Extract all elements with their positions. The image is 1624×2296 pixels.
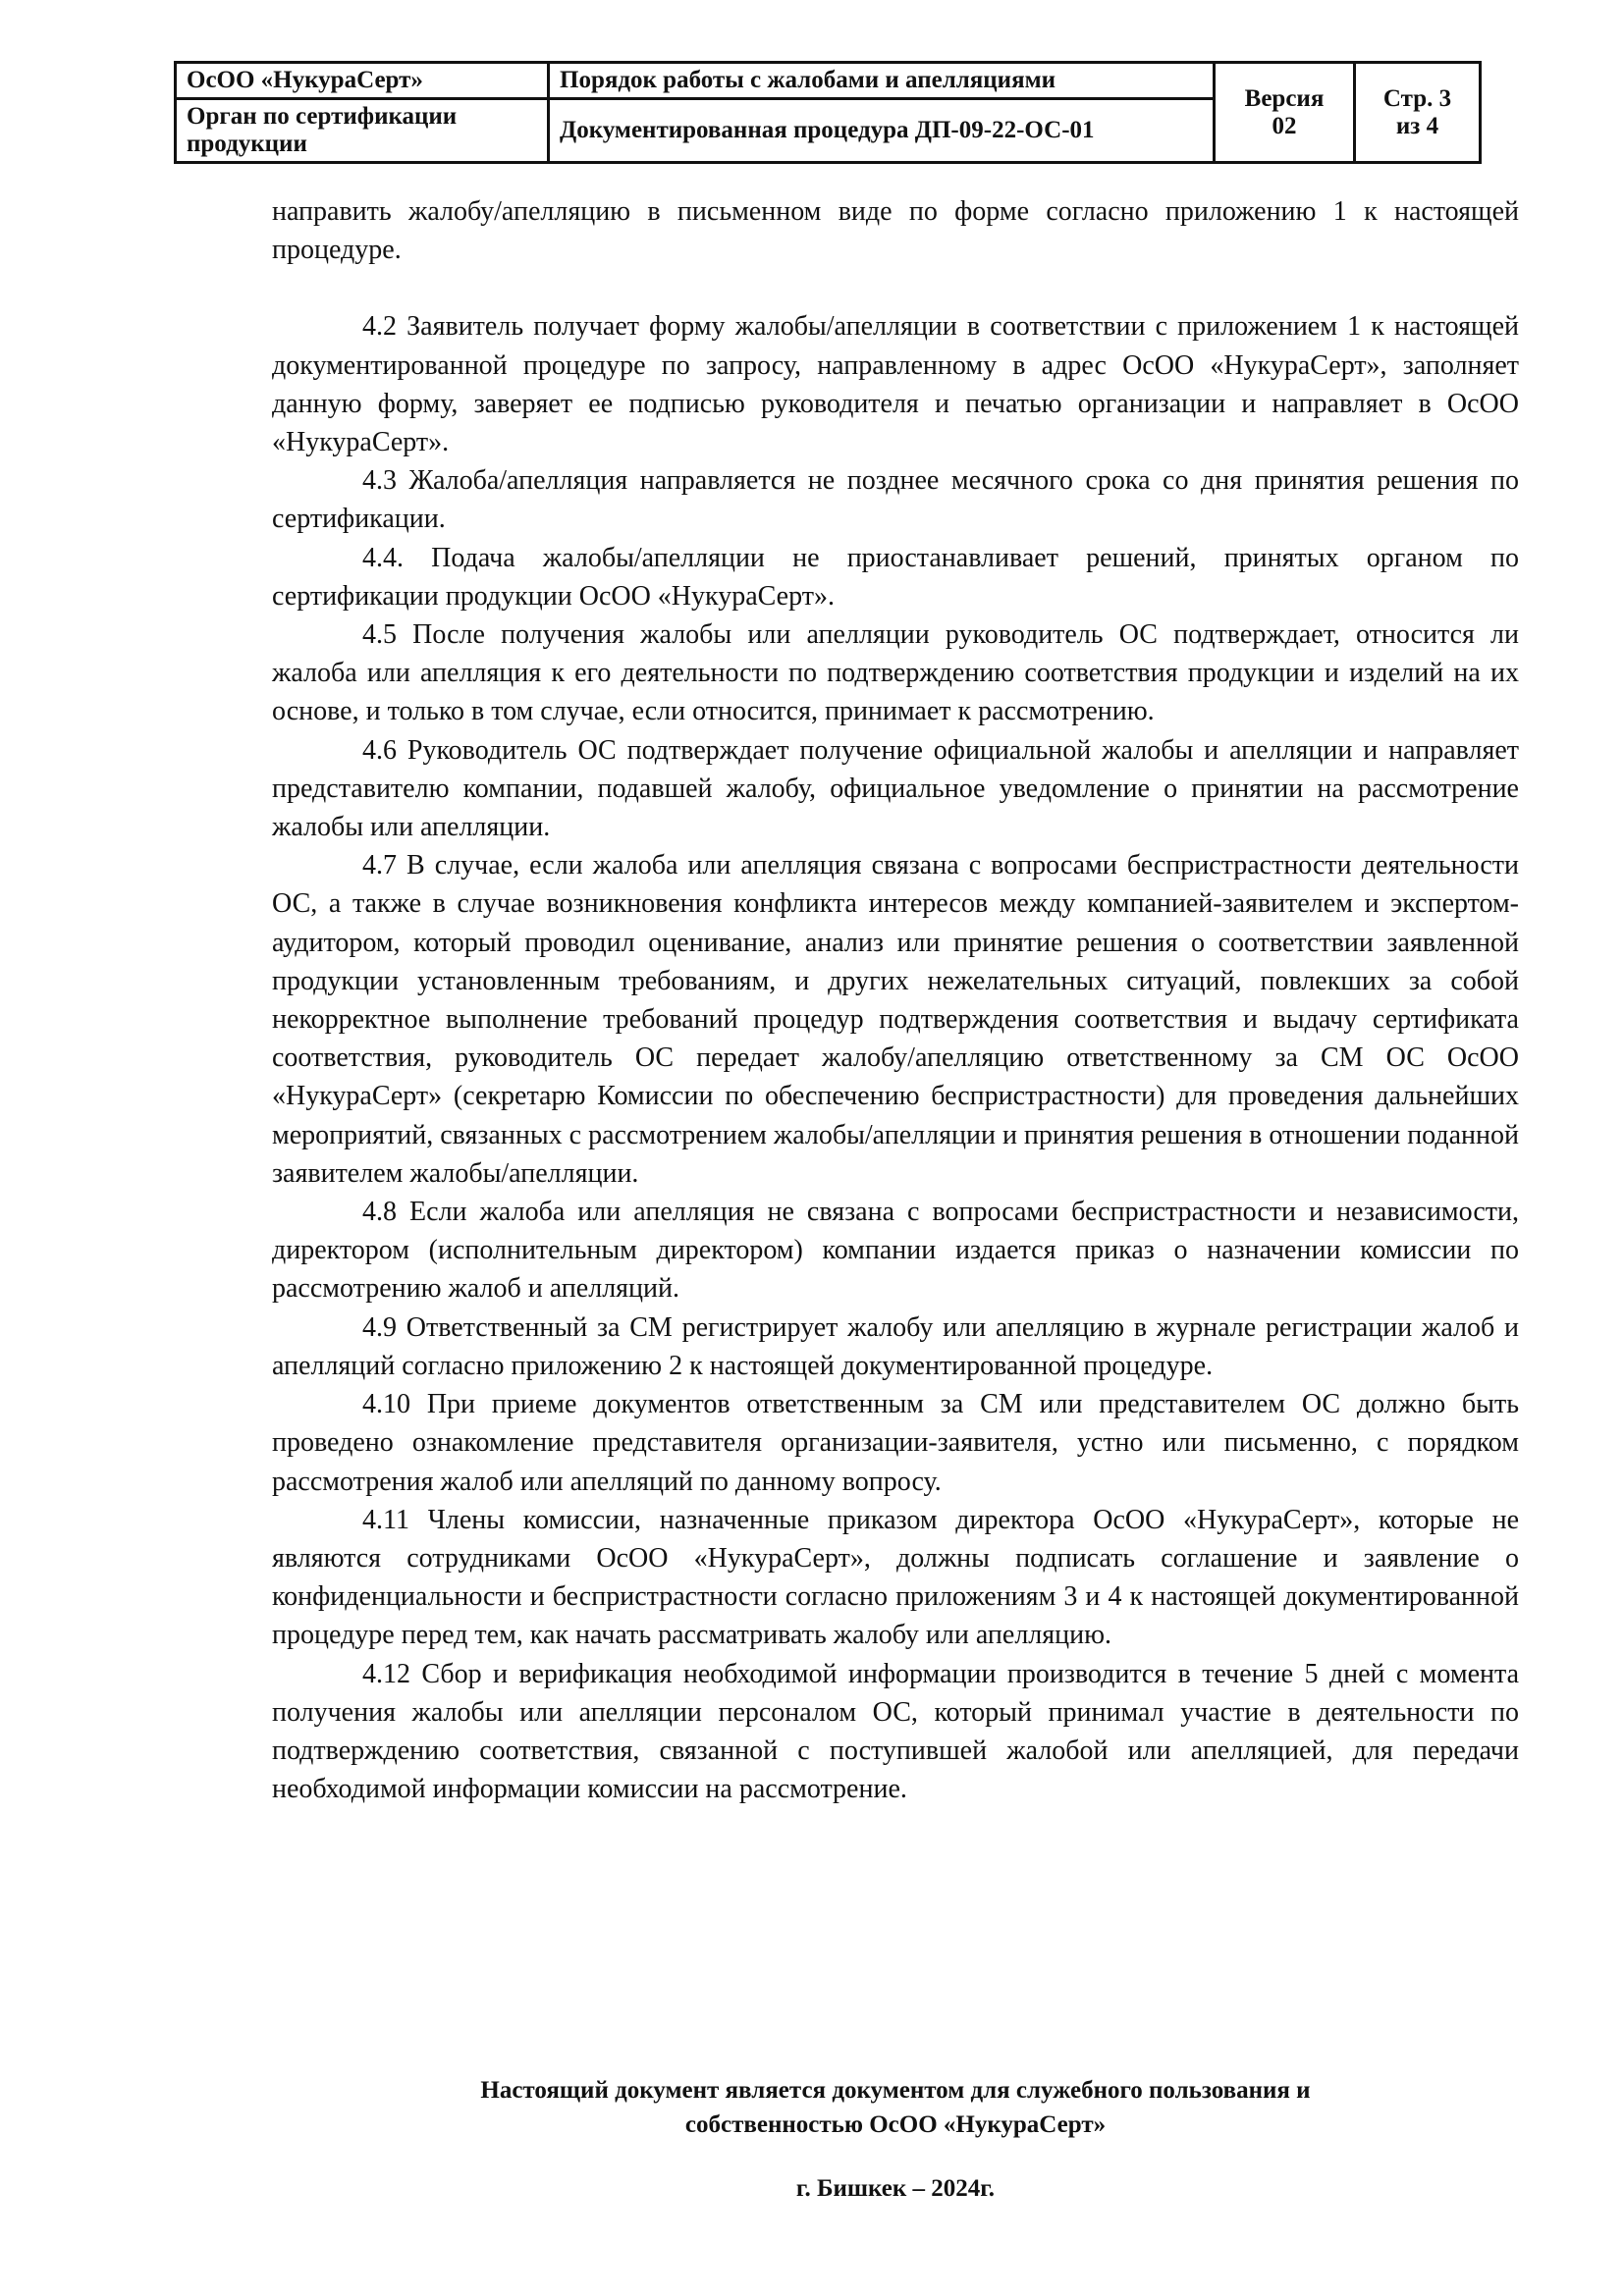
paragraph-4-2: 4.2 Заявитель получает форму жалобы/апелляции в соответствии с приложением 1 к настоящей документированной процедуре по запросу, направленному в адрес ОсОО «НукураСерт», заполняет данную форму, заверяет ее подписью руководителя и печатью организации и направляет в ОсОО «НукураСерт». xyxy=(272,311,1519,458)
footer-notice xyxy=(272,2073,1519,2142)
paragraph-4-6: 4.6 Руководитель ОС подтверждает получение официальной жалобы и апелляции и направляет представителю компании, подавшей жалобу, официальное уведомление о принятии на рассмотрение жалобы или апелляции. xyxy=(272,734,1519,843)
paragraph-4-9: 4.9 Ответственный за СМ регистрирует жалобу или апелляцию в журнале регистрации жалоб и апелляций согласно приложению 2 к настоящей документированной процедуре. xyxy=(272,1311,1519,1381)
footer-notice-line1: Настоящий документ является документом для служебного пользования и xyxy=(480,2077,1311,2104)
version-cell xyxy=(1215,63,1355,163)
footer-notice-line2: собственностью ОсОО «НукураСерт» xyxy=(684,2111,1107,2138)
paragraph-4-11: 4.11 Члены комиссии, назначенные приказом директора ОсОО «НукураСерт», которые не являются сотрудниками ОсОО «НукураСерт», должны подписать соглашение и заявление о конфиденциальности и беспристрастности согласно приложениям 3 и 4 к настоящей документированной процедуре перед тем, как начать рассматривать жалобу или апелляцию. xyxy=(272,1504,1519,1651)
document-body xyxy=(272,192,1519,1808)
doc-code: Документированная процедура ДП-09-22-ОС-01 xyxy=(549,99,1215,163)
org-name: ОсОО «НукураСерт» xyxy=(176,63,549,99)
page-cell xyxy=(1355,63,1481,163)
paragraph-4-10: 4.10 При приеме документов ответственным за СМ или представителем ОС должно быть проведено ознакомление представителя организации-заявителя, устно или письменно, с порядком рассмотрения жалоб или апелляций по данному вопросу. xyxy=(272,1389,1519,1497)
paragraph-4-12: 4.12 Сбор и верификация необходимой информации производится в течение 5 дней с момента получения жалобы или апелляции персоналом ОС, который принимал участие в деятельности по подтверждению соответствия, связанной с поступившей жалобой или апелляцией, для передачи необходимой информации комиссии на рассмотрение. xyxy=(272,1658,1519,1805)
doc-title: Порядок работы с жалобами и апелляциями xyxy=(549,63,1215,99)
document-header-table xyxy=(174,61,1482,164)
paragraph-4-7: 4.7 В случае, если жалоба или апелляция связана с вопросами беспристрастности деятельности ОС, а также в случае возникновения конфликта интересов между компанией-заявителем и экспертом-аудитором, который проводил оценивание, анализ или принятие решения о соответствии заявленной продукции установленным требованиям, и других нежелательных ситуаций, повлекших за собой некорректное выполнение требований процедур подтверждения соответствия и выдачу сертификата соответствия, руководитель ОС передает жалобу/апелляцию ответственному за СМ ОС ОсОО «НукураСерт» (секретарю Комиссии по обеспечению беспристрастности) для проведения дальнейших мероприятий, связанных с рассмотрением жалобы/апелляции и принятия решения в отношении поданной заявителем жалобы/апелляции. xyxy=(272,850,1519,1189)
page-label: Стр. 3 xyxy=(1382,84,1452,112)
version-label: Версия xyxy=(1244,84,1325,112)
page-of: из 4 xyxy=(1395,112,1439,139)
org-unit: Орган по сертификации продукции xyxy=(176,99,549,163)
paragraph-4-8: 4.8 Если жалоба или апелляция не связана с вопросами беспристрастности и независимости, директором (исполнительным директором) компании издается приказ о назначении комиссии по рассмотрению жалоб и апелляций. xyxy=(272,1197,1519,1305)
version-value: 02 xyxy=(1272,112,1297,139)
continuation-paragraph: направить жалобу/апелляцию в письменном виде по форме согласно приложению 1 к настоящей процедуре. xyxy=(272,196,1519,266)
footer-place-year: г. Бишкек – 2024г. xyxy=(795,2175,996,2202)
paragraph-4-3: 4.3 Жалоба/апелляция направляется не позднее месячного срока со дня принятия решения по сертификации. xyxy=(272,465,1519,535)
paragraph-4-4: 4.4. Подача жалобы/апелляции не приостанавливает решений, принятых органом по сертификации продукции ОсОО «НукураСерт». xyxy=(272,542,1519,612)
paragraph-4-5: 4.5 После получения жалобы или апелляции руководитель ОС подтверждает, относится ли жалоба или апелляция к его деятельности по подтверждению соответствия продукции и изделий на их основе, и только в том случае, если относится, принимает к рассмотрению. xyxy=(272,619,1519,727)
